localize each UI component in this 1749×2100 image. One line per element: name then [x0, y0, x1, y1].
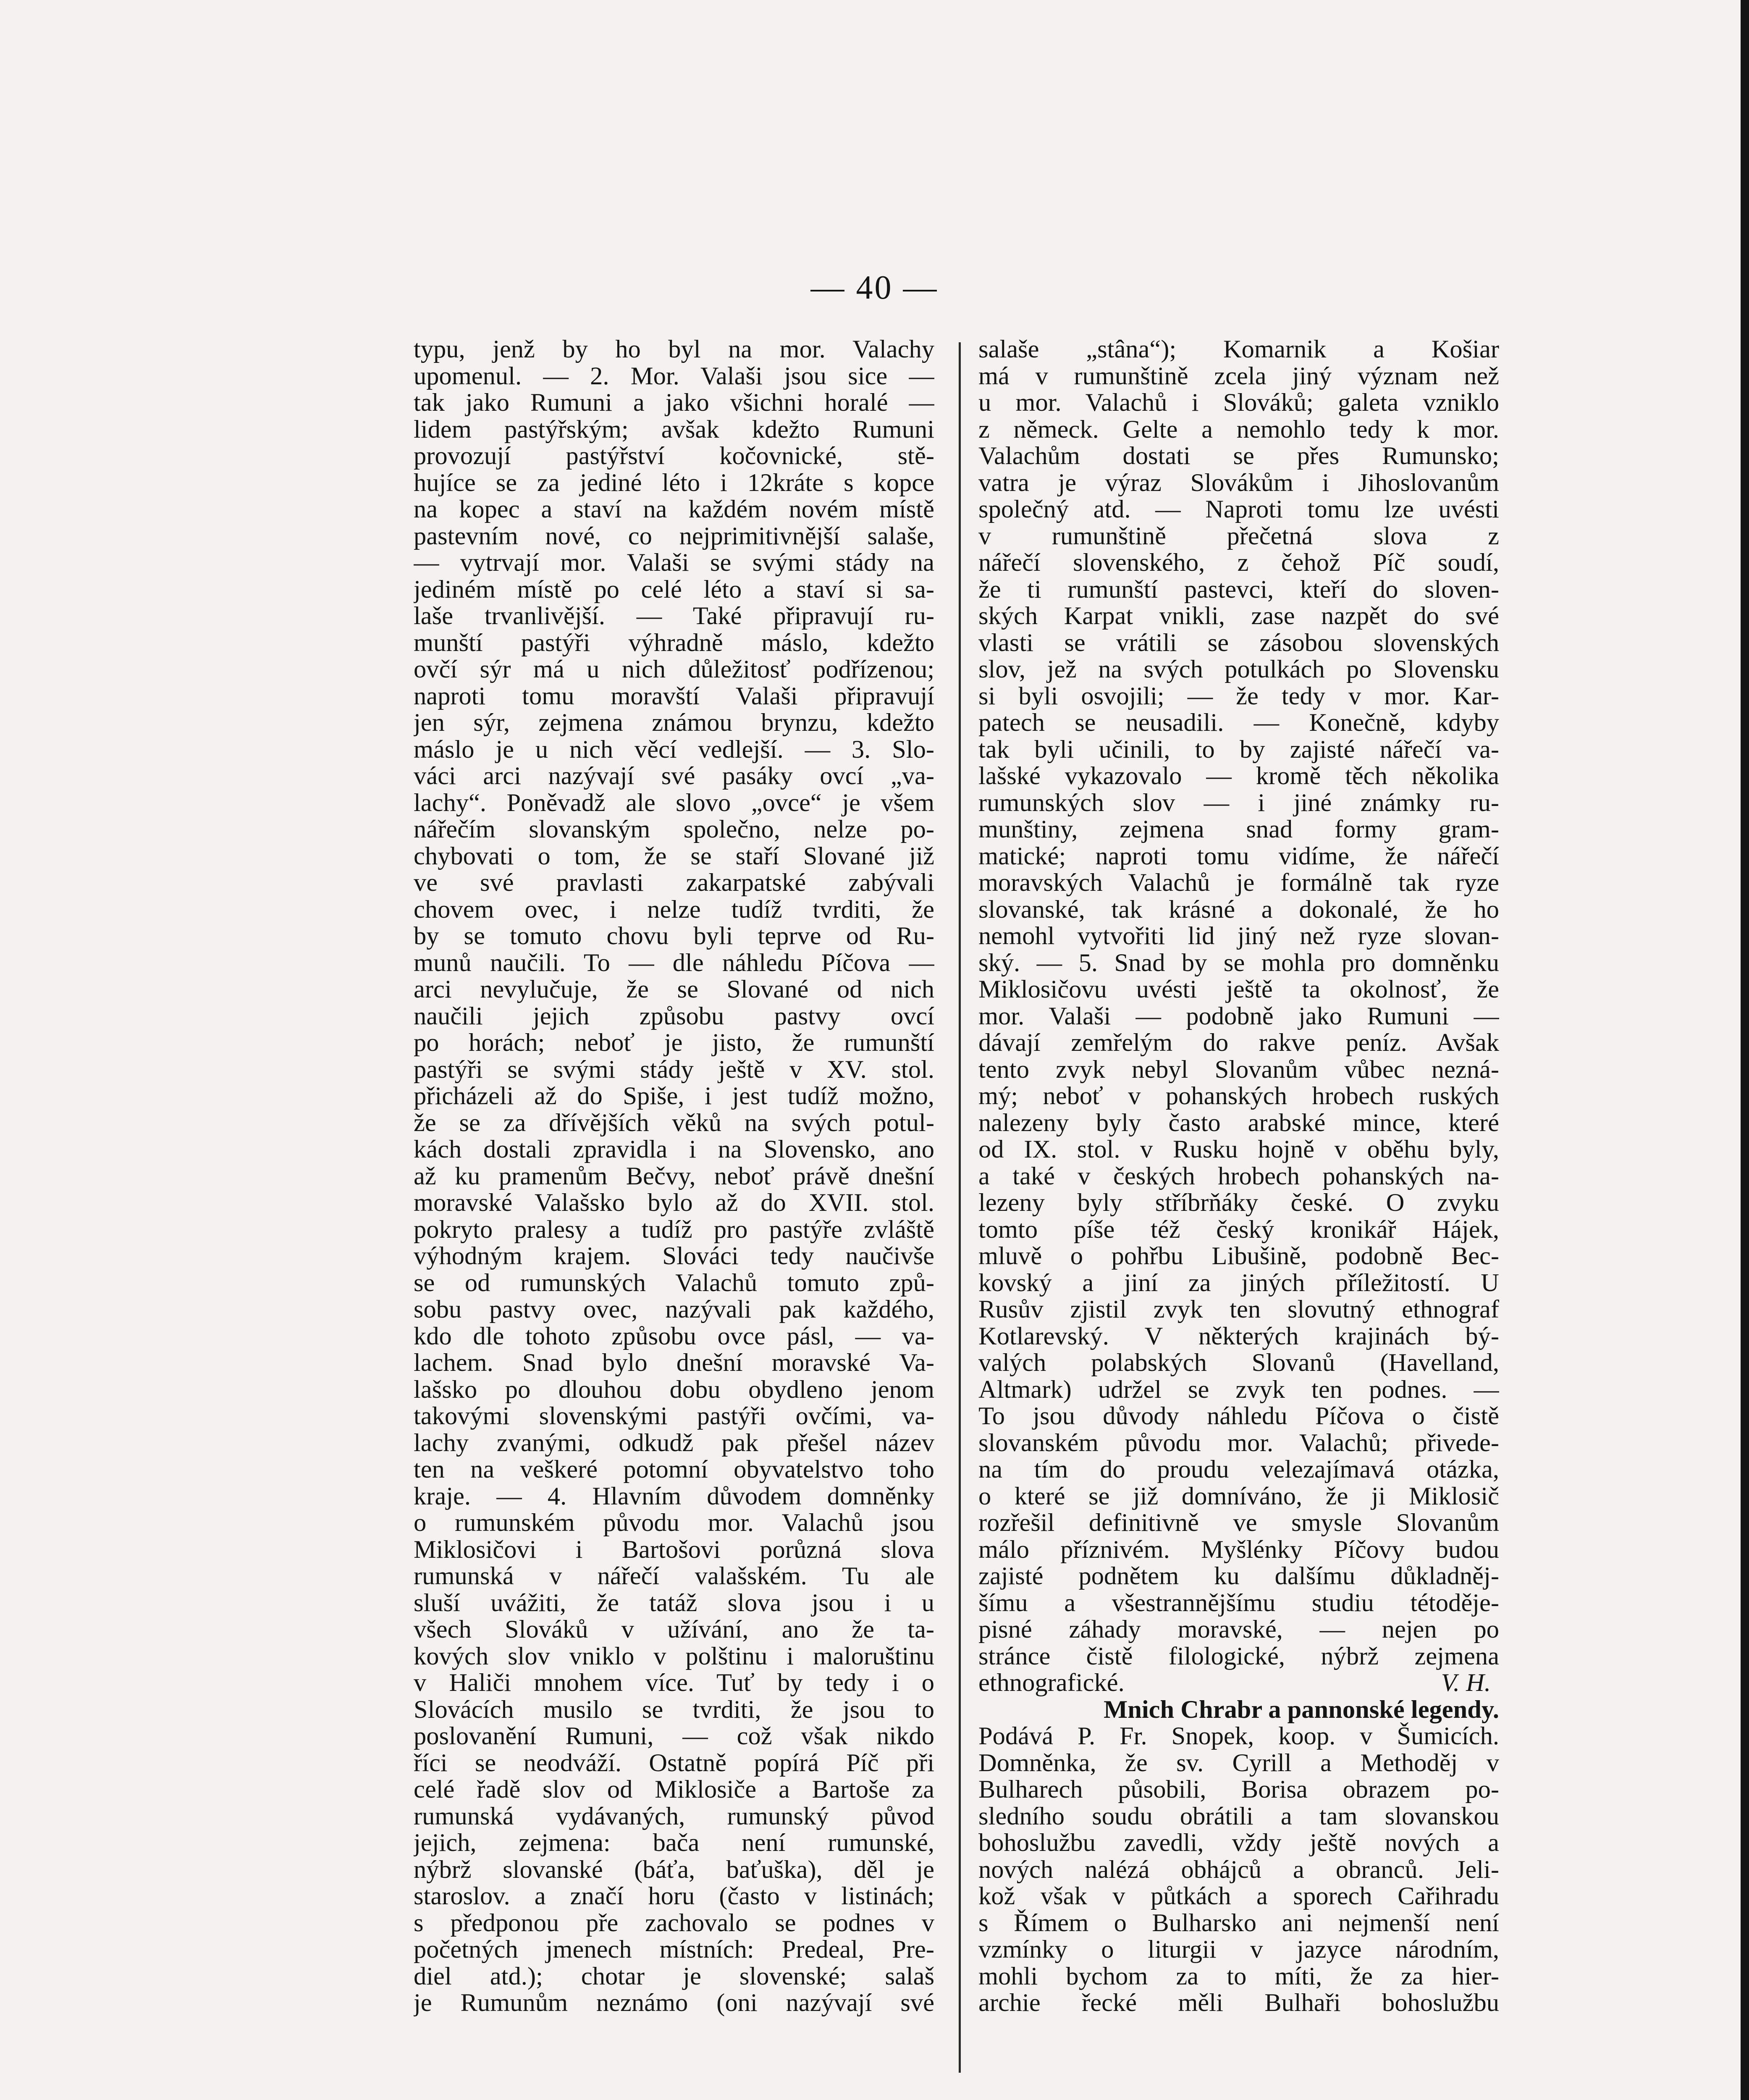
text-line: Bulharech působili, Borisa obrazem po- [978, 1775, 1499, 1803]
text-line: Miklosičovi i Bartošovi porůzná slova [414, 1535, 934, 1564]
text-line: staroslov. a značí horu (často v listinách; [414, 1882, 934, 1910]
text-line: celé řadě slov od Miklosiče a Bartoše za [414, 1775, 934, 1803]
text-line: munů naučili. To — dle náhledu Píčova — [414, 948, 934, 977]
text-line: s Římem o Bulharsko ani nejmenší není [978, 1908, 1499, 1937]
text-line: v rumunštině přečetná slova z [978, 522, 1499, 550]
text-line: rozřešil definitivně ve smysle Slovanům [978, 1509, 1499, 1537]
text-line: vzmínky o liturgii v jazyce národním, [978, 1935, 1499, 1964]
text-line: ský. — 5. Snad by se mohla pro domněnku [978, 948, 1499, 977]
text-line: v Haliči mnohem více. Tuť by tedy i o [414, 1669, 934, 1697]
text-line: kož však v půtkách a sporech Cařihradu [978, 1882, 1499, 1910]
text-line: společný atd. — Naproti tomu lze uvésti [978, 495, 1499, 523]
text-line: ve své pravlasti zakarpatské zabývali [414, 869, 934, 897]
text-line: munští pastýři výhradně máslo, kdežto [414, 628, 934, 657]
text-line: Domněnka, že sv. Cyrill a Methoděj v [978, 1748, 1499, 1777]
text-line: vatra je výraz Slovákům i Jihoslovanům [978, 468, 1499, 497]
text-line: nářečím slovanským společno, nelze po- [414, 815, 934, 843]
text-line: ethnografické. [978, 1669, 1125, 1697]
text-line: na kopec a staví na každém novém místě [414, 495, 934, 523]
text-line: u mor. Valachů i Slováků; galeta vzniklo [978, 388, 1499, 417]
text-line: Kotlarevský. V některých krajinách bý- [978, 1322, 1499, 1350]
page-number: — 40 — [810, 269, 939, 306]
text-line: ských Karpat vnikli, zase nazpět do své [978, 602, 1499, 630]
scan-edge [1741, 0, 1749, 2100]
text-line: dávají zemřelým do rakve peníz. Avšak [978, 1029, 1499, 1057]
text-line: moravské Valašsko bylo až do XVII. stol. [414, 1189, 934, 1217]
text-line: sobu pastvy ovec, nazývali pak každého, [414, 1295, 934, 1323]
text-line: bohoslužbu zavedli, vždy ještě nových a [978, 1829, 1499, 1857]
text-line: kových slov vniklo v polštinu i maloruštinu [414, 1642, 934, 1670]
text-line: lezeny byly stříbrňáky české. O zvyku [978, 1189, 1499, 1217]
text-line: ovčí sýr má u nich důležitosť podřízenou; [414, 655, 934, 683]
text-line: archie řecké měli Bulhaři bohoslužbu [978, 1989, 1499, 2017]
text-line: nových nalézá obhájců a obranců. Jeli- [978, 1855, 1499, 1884]
text-line: lašsko po dlouhou dobu obydleno jenom [414, 1375, 934, 1404]
text-line: jejich, zejmena: bača není rumunské, [414, 1829, 934, 1857]
text-line-with-signature [978, 1670, 1499, 1696]
text-line: lidem pastýřským; avšak kdežto Rumuni [414, 415, 934, 444]
section-heading: Mnich Chrabr a pannonské legendy. [1104, 1695, 1499, 1724]
text-line: výhodným krajem. Slováci tedy naučivše [414, 1242, 934, 1270]
text-line: šímu a všestrannějšímu studiu tétoděje- [978, 1588, 1499, 1617]
text-line: rumunská v nářečí valašském. Tu ale [414, 1562, 934, 1590]
text-line: by se tomuto chovu byli teprve od Ru- [414, 922, 934, 950]
text-line: stránce čistě filologické, nýbrž zejmena [978, 1642, 1499, 1670]
text-line: diel atd.); chotar je slovenské; salaš [414, 1962, 934, 1990]
text-line: málo příznivém. Myšlénky Píčovy budou [978, 1535, 1499, 1564]
column-divider [959, 342, 961, 2073]
text-line: Altmark) udržel se zvyk ten podnes. — [978, 1375, 1499, 1404]
text-line: že ti rumunští pastevci, kteří do sloven- [978, 575, 1499, 604]
text-line: nářečí slovenského, z čehož Píč soudí, [978, 549, 1499, 577]
text-line: sledního soudu obrátili a tam slovanskou [978, 1802, 1499, 1830]
text-line: moravských Valachů je formálně tak ryze [978, 869, 1499, 897]
text-line: slov, jež na svých potulkách po Slovensku [978, 655, 1499, 683]
right-column [978, 336, 1499, 2092]
text-line: kovský a jiní za jiných příležitostí. U [978, 1268, 1499, 1297]
text-line: laše trvanlivější. — Také připravují ru- [414, 602, 934, 630]
text-line: provozují pastýřství kočovnické, stě- [414, 442, 934, 470]
text-line: ten na veškeré potomní obyvatelstvo toho [414, 1455, 934, 1483]
text-line: takovými slovenskými pastýři ovčími, va- [414, 1402, 934, 1430]
text-line: poslovanění Rumuni, — což však nikdo [414, 1722, 934, 1750]
author-signature: V. H. [1441, 1669, 1491, 1697]
text-line: mluvě o pohřbu Libušině, podobně Bec- [978, 1242, 1499, 1270]
text-line: kraje. — 4. Hlavním důvodem domněnky [414, 1482, 934, 1510]
text-line: přicházeli až do Spiše, i jest tudíž možno, [414, 1082, 934, 1110]
text-line: jediném místě po celé léto a staví si sa- [414, 575, 934, 604]
text-line: hujíce se za jediné léto i 12kráte s kopce [414, 468, 934, 497]
text-line: tak jako Rumuni a jako všichni horalé — [414, 388, 934, 417]
left-column-text [414, 336, 934, 2016]
text-line: mý; neboť v pohanských hrobech ruských [978, 1082, 1499, 1110]
text-line: máslo je u nich věcí vedlejší. — 3. Slo- [414, 735, 934, 764]
text-line: naproti tomu moravští Valaši připravují [414, 682, 934, 710]
text-line: kdo dle tohoto způsobu ovce pásl, — va- [414, 1322, 934, 1350]
text-line: pastýři se svými stády ještě v XV. stol. [414, 1055, 934, 1084]
text-line: se od rumunských Valachů tomuto způ- [414, 1268, 934, 1297]
text-line: vlasti se vrátili se zásobou slovenských [978, 628, 1499, 657]
text-line: pokryto pralesy a tudíž pro pastýře zvláště [414, 1215, 934, 1244]
text-line: nemohl vytvořiti lid jiný než ryze slovan- [978, 922, 1499, 950]
text-line: patech se neusadili. — Konečně, kdyby [978, 709, 1499, 737]
text-line: slovanském původu mor. Valachů; přivede- [978, 1428, 1499, 1457]
text-line: je Rumunům neznámo (oni nazývají své [414, 1989, 934, 2017]
text-line: tomto píše též český kronikář Hájek, [978, 1215, 1499, 1244]
text-line: lachy“. Poněvadž ale slovo „ovce“ je všem [414, 788, 934, 817]
text-line: matické; naproti tomu vidíme, že nářečí [978, 842, 1499, 870]
text-line: Miklosičovu uvésti ještě ta okolnosť, že [978, 975, 1499, 1003]
text-line: tak byli učinili, to by zajisté nářečí va- [978, 735, 1499, 764]
text-line: lachem. Snad bylo dnešní moravské Va- [414, 1349, 934, 1377]
text-line: Valachům dostati se přes Rumunsko; [978, 442, 1499, 470]
text-line: pastevním nové, co nejprimitivnější salaše, [414, 522, 934, 550]
text-line: a také v českých hrobech pohanských na- [978, 1162, 1499, 1190]
text-line: na tím do proudu velezajímavá otázka, [978, 1455, 1499, 1483]
text-line: pisné záhady moravské, — nejen po [978, 1615, 1499, 1643]
text-line: z německ. Gelte a nemohlo tedy k mor. [978, 415, 1499, 444]
text-line: lachy zvanými, odkudž pak přešel název [414, 1428, 934, 1457]
text-line: že se za dřívějších věků na svých potul- [414, 1108, 934, 1137]
text-line: o které se již domníváno, že ji Miklosič [978, 1482, 1499, 1510]
text-line: — vytrvají mor. Valaši se svými stády na [414, 549, 934, 577]
text-line: lašské vykazovalo — kromě těch několika [978, 762, 1499, 790]
text-line: chybovati o tom, že se staří Slované již [414, 842, 934, 870]
text-line: říci se neodváží. Ostatně popírá Píč při [414, 1748, 934, 1777]
text-line: si byli osvojili; — že tedy v mor. Kar- [978, 682, 1499, 710]
text-line: rumunských slov — i jiné známky ru- [978, 788, 1499, 817]
text-line: váci arci nazývají své pasáky ovcí „va- [414, 762, 934, 790]
text-line: typu, jenž by ho byl na mor. Valachy [414, 336, 934, 363]
text-line: po horách; neboť je jisto, že rumunští [414, 1029, 934, 1057]
text-line: upomenul. — 2. Mor. Valaši jsou sice — [414, 362, 934, 390]
text-line: slovanské, tak krásné a dokonalé, že ho [978, 895, 1499, 924]
text-line: To jsou důvody náhledu Píčova o čistě [978, 1402, 1499, 1430]
text-line: zajisté podnětem ku dalšímu důkladněj- [978, 1562, 1499, 1590]
text-line: mor. Valaši — podobně jako Rumuni — [978, 1002, 1499, 1030]
text-line: nýbrž slovanské (báťa, baťuška), děl je [414, 1855, 934, 1884]
text-line: až ku pramenům Bečvy, neboť právě dnešní [414, 1162, 934, 1190]
text-line: munštiny, zejmena snad formy gram- [978, 815, 1499, 843]
right-column-text [978, 336, 1499, 2016]
text-line: s předponou pře zachovalo se podnes v [414, 1908, 934, 1937]
text-line: naučili jejich způsobu pastvy ovcí [414, 1002, 934, 1030]
text-line: salaše „stâna“); Komarnik a Košiar [978, 336, 1499, 363]
text-line: chovem ovec, i nelze tudíž tvrditi, že [414, 895, 934, 924]
text-line: Podává P. Fr. Snopek, koop. v Šumicích. [978, 1722, 1499, 1750]
text-line: Rusův zjistil zvyk ten slovutný ethnograf [978, 1295, 1499, 1323]
text-line: kách dostali zpravidla i na Slovensko, ano [414, 1135, 934, 1163]
text-line: arci nevylučuje, že se Slované od nich [414, 975, 934, 1003]
text-line: tento zvyk nebyl Slovanům vůbec nezná- [978, 1055, 1499, 1084]
text-line: mohli bychom za to míti, že za hier- [978, 1962, 1499, 1990]
text-line: Slovácích musilo se tvrditi, že jsou to [414, 1695, 934, 1724]
text-line: nalezeny byly často arabské mince, které [978, 1108, 1499, 1137]
text-line: má v rumunštině zcela jiný význam než [978, 362, 1499, 390]
text-line: o rumunském původu mor. Valachů jsou [414, 1509, 934, 1537]
text-line: valých polabských Slovanů (Havelland, [978, 1349, 1499, 1377]
text-line: rumunská vydávaných, rumunský původ [414, 1802, 934, 1830]
left-column [414, 336, 934, 2092]
text-line: početných jmenech místních: Predeal, Pre- [414, 1935, 934, 1964]
text-line: sluší uvážiti, že tatáž slova jsou i u [414, 1588, 934, 1617]
text-line: všech Slováků v užívání, ano že ta- [414, 1615, 934, 1643]
text-line: od IX. stol. v Rusku hojně v oběhu byly, [978, 1135, 1499, 1163]
text-line: jen sýr, zejmena známou brynzu, kdežto [414, 709, 934, 737]
